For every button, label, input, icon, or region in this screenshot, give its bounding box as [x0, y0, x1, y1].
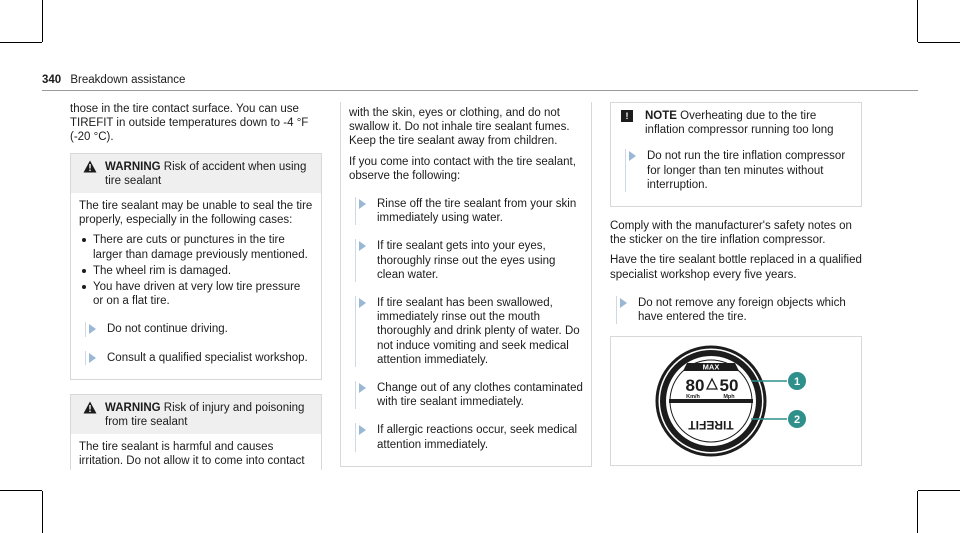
- note-body: [611, 149, 861, 206]
- page-header: [42, 73, 185, 87]
- arrow-icon: [629, 151, 636, 161]
- cap-max-label: MAX: [702, 362, 720, 372]
- note-subtitle: Overheating due to the tire inflation compressor running too long: [645, 110, 834, 137]
- callout-1-label: 1: [793, 376, 801, 389]
- cap-speed-mph: 50: [719, 376, 739, 396]
- cap-brand-label: TIREFIT: [688, 418, 734, 433]
- column-3: [610, 102, 862, 466]
- arrow-icon: [620, 298, 627, 308]
- warning-box-accident: [70, 153, 322, 380]
- action-step: [349, 239, 583, 282]
- crop-mark: [917, 0, 918, 42]
- callout-2-label: 2: [793, 414, 801, 427]
- intro-text: those in the tire contact surface. You can use TIREFIT in outside temperatures down to -4 °F (-20 °C).: [70, 103, 309, 144]
- action-step: [349, 296, 583, 367]
- warning-subtitle: Risk of accident when using tire sealant: [105, 160, 307, 187]
- warning-title: WARNING: [105, 401, 161, 414]
- callout-2: [788, 410, 806, 428]
- action-step: [79, 351, 313, 365]
- action-step: [349, 381, 583, 409]
- action-step: [619, 149, 853, 192]
- warning-body: [71, 193, 321, 379]
- cap-speed-kmh: 80: [685, 376, 705, 396]
- cap-unit-mph: Mph: [723, 394, 735, 401]
- crop-mark: [42, 0, 43, 42]
- action-text: If tire sealant has been swallowed, immediately rinse out the mouth thoroughly and drink plenty of water. Do not induce vomiting and seek medical attention immediately.: [377, 297, 580, 366]
- action-text: Change out of any clothes contaminated with tire sealant immediately.: [377, 382, 583, 409]
- arrow-icon: [89, 324, 96, 334]
- arrow-icon: [359, 298, 366, 308]
- arrow-icon: [359, 425, 366, 435]
- crop-mark: [42, 491, 43, 533]
- note-icon: !: [621, 110, 633, 122]
- tirefit-cap-illustration: [611, 337, 861, 465]
- action-step: [349, 423, 583, 451]
- action-text: Do not remove any foreign objects which have entered the tire.: [638, 296, 846, 324]
- crop-mark: [0, 490, 42, 491]
- warning-continuation: [340, 102, 592, 467]
- warning-text: The tire sealant is harmful and causes irritation. Do not allow it to come into contact: [79, 441, 305, 468]
- warning-subtitle: Risk of injury and poisoning from tire sealant: [105, 401, 305, 429]
- header-rule: [42, 90, 918, 91]
- warning-title: WARNING: [105, 160, 161, 173]
- action-text: Rinse off the tire sealant from your skin immediately using water.: [377, 198, 577, 225]
- crop-mark: [917, 491, 918, 533]
- action-text: Consult a qualified specialist workshop.: [107, 351, 308, 364]
- crop-mark: [0, 42, 42, 43]
- arrow-icon: [89, 353, 96, 363]
- arrow-icon: [359, 199, 366, 209]
- tirefit-cap-figure: [610, 336, 862, 466]
- section-title: Breakdown assistance: [70, 74, 186, 86]
- warning-triangle-icon: [83, 160, 97, 173]
- note-title: NOTE: [645, 110, 677, 122]
- note-header: [611, 103, 861, 141]
- action-text: Do not run the tire inflation compressor for longer than ten minutes without interruption.: [647, 150, 846, 191]
- cap-unit-kmh: Km/h: [686, 394, 700, 401]
- arrow-icon: [359, 383, 366, 393]
- list-item: You have driven at very low tire pressure or on a flat tire.: [79, 280, 313, 308]
- comply-text: Comply with the manufacturer's safety notes on the sticker on the tire inflation compressor.: [610, 220, 852, 247]
- action-text: If tire sealant gets into your eyes, thoroughly rinse out the eyes using clean water.: [377, 240, 556, 281]
- action-step: [349, 197, 583, 225]
- warning-body: [71, 434, 321, 470]
- warning-header: [71, 395, 321, 434]
- action-step: [79, 322, 313, 336]
- replace-text: Have the tire sealant bottle replaced in a qualified specialist workshop every five years.: [610, 254, 862, 281]
- action-step: [610, 296, 862, 324]
- list-item: The wheel rim is damaged.: [79, 264, 313, 278]
- continuation-text: with the skin, eyes or clothing, and do not swallow it. Do not inhale tire sealant fumes. Keep the tire sealant away from children.: [349, 107, 570, 148]
- page-number: 340: [42, 74, 62, 86]
- contact-text: If you come into contact with the tire sealant, observe the following:: [349, 155, 576, 182]
- warning-header: [71, 154, 321, 193]
- action-text: If allergic reactions occur, seek medical attention immediately.: [377, 424, 578, 451]
- crop-mark: [918, 42, 960, 43]
- warning-triangle-icon: [83, 401, 97, 414]
- list-item: There are cuts or punctures in the tire larger than damage previously mentioned.: [79, 233, 313, 261]
- column-2: [340, 102, 592, 467]
- warning-box-poisoning: [70, 394, 322, 470]
- action-text: Do not continue driving.: [107, 323, 228, 336]
- warning-text: The tire sealant may be unable to seal the tire properly, especially in the following cases:: [79, 200, 313, 227]
- arrow-icon: [359, 241, 366, 251]
- crop-mark: [918, 490, 960, 491]
- note-box: [610, 102, 862, 207]
- callout-1: [788, 372, 806, 390]
- column-1: [70, 102, 322, 470]
